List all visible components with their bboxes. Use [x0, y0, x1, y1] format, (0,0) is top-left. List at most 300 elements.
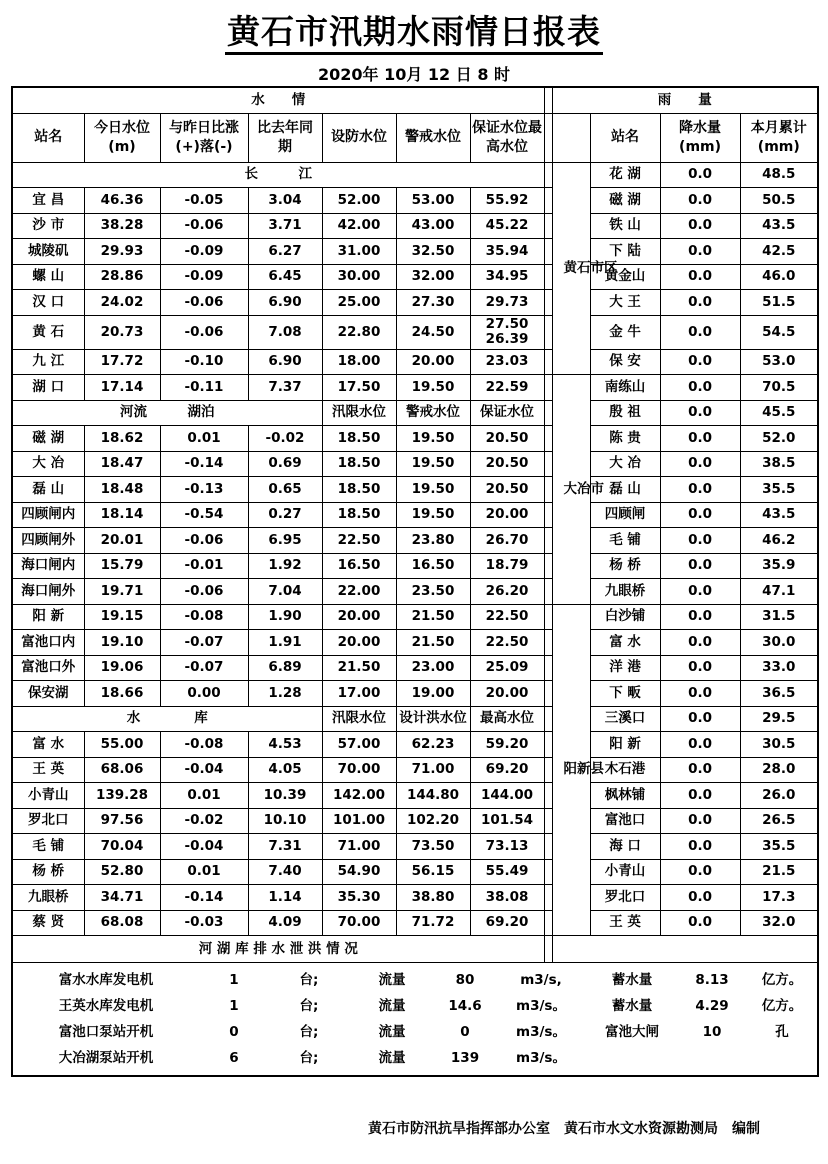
highest-value: 26.39 — [485, 331, 529, 347]
level-change: -0.02 — [160, 808, 248, 834]
vs-last-year: 6.95 — [248, 528, 322, 554]
water-level: 17.14 — [84, 375, 160, 401]
drainage-flow-unit: m3/s。 — [516, 1023, 566, 1040]
defense-level: 18.50 — [322, 451, 396, 477]
rainfall: 0.0 — [660, 834, 740, 860]
table-row — [12, 264, 818, 290]
drainage-flow: 80 — [455, 971, 475, 988]
column-divider — [544, 528, 552, 554]
station-name: 九 江 — [12, 349, 84, 375]
month-total: 26.0 — [740, 783, 818, 809]
rain-station-name: 磁 湖 — [590, 188, 660, 214]
report-date: 2020年 10月 12 日 8 时 — [317, 65, 511, 84]
table-row — [12, 681, 818, 707]
water-header: 水 情 — [12, 87, 544, 113]
defense-level: 18.50 — [322, 502, 396, 528]
vs-last-year: 6.89 — [248, 655, 322, 681]
drainage-label: 大冶湖泵站开机 — [58, 1049, 154, 1066]
report-title: 黄石市汛期水雨情日报表 — [0, 6, 828, 53]
vs-last-year: 3.04 — [248, 188, 322, 214]
vs-last-year: 6.45 — [248, 264, 322, 290]
section-reservoir: 水 库 — [12, 706, 322, 732]
vs-last-year: 6.90 — [248, 290, 322, 316]
guarantee-level: 22.59 — [470, 375, 544, 401]
warning-level: 71.00 — [396, 757, 470, 783]
column-divider — [544, 162, 552, 188]
column-divider — [544, 426, 552, 452]
rainfall: 0.0 — [660, 264, 740, 290]
rain-station-name: 九眼桥 — [590, 579, 660, 605]
drainage-store-unit: 亿方。 — [761, 971, 803, 988]
level-change: -0.06 — [160, 579, 248, 605]
rain-station-name: 殷 祖 — [590, 400, 660, 426]
level-change: -0.06 — [160, 290, 248, 316]
water-level: 19.15 — [84, 604, 160, 630]
drainage-flow: 139 — [450, 1049, 480, 1066]
rain-station-name: 木石港 — [590, 757, 660, 783]
rainfall: 0.0 — [660, 162, 740, 188]
column-divider — [544, 264, 552, 290]
level-change: -0.11 — [160, 375, 248, 401]
drainage-label: 富池口泵站开机 — [58, 1023, 154, 1040]
rainfall: 0.0 — [660, 426, 740, 452]
rain-station-name: 王 英 — [590, 910, 660, 936]
station-name: 保安湖 — [12, 681, 84, 707]
station-name: 四顾闸内 — [12, 502, 84, 528]
rainfall: 0.0 — [660, 655, 740, 681]
col-diff: 与昨日比涨(+)落(-) — [160, 113, 248, 162]
warning-level: 20.00 — [396, 349, 470, 375]
column-divider — [544, 349, 552, 375]
section-col-header: 设计洪水位 — [396, 706, 470, 732]
section-col-header: 警戒水位 — [396, 400, 470, 426]
station-name: 螺 山 — [12, 264, 84, 290]
defense-level: 54.90 — [322, 859, 396, 885]
vs-last-year: 4.53 — [248, 732, 322, 758]
station-name: 罗北口 — [12, 808, 84, 834]
column-divider — [544, 579, 552, 605]
column-divider — [544, 757, 552, 783]
table-row — [12, 783, 818, 809]
water-level: 20.01 — [84, 528, 160, 554]
station-name: 杨 桥 — [12, 859, 84, 885]
defense-level: 17.50 — [322, 375, 396, 401]
defense-level: 21.50 — [322, 655, 396, 681]
rain-header: 雨 量 — [552, 87, 818, 113]
guarantee-level: 45.22 — [470, 213, 544, 239]
col-rain-station: 站名 — [590, 113, 660, 162]
rain-station-name: 小青山 — [590, 859, 660, 885]
column-divider — [544, 87, 552, 113]
column-divider — [544, 315, 552, 349]
rain-station-name: 杨 桥 — [590, 553, 660, 579]
district-label: 大冶市 — [552, 375, 590, 605]
rainfall: 0.0 — [660, 349, 740, 375]
guarantee-level: 26.20 — [470, 579, 544, 605]
defense-level: 101.00 — [322, 808, 396, 834]
drainage-count: 0 — [229, 1023, 239, 1040]
vs-last-year: 7.31 — [248, 834, 322, 860]
rain-station-name: 三溪口 — [590, 706, 660, 732]
rainfall: 0.0 — [660, 213, 740, 239]
section-col-header: 汛限水位 — [322, 400, 396, 426]
month-total: 43.5 — [740, 213, 818, 239]
col-district — [552, 113, 590, 162]
station-name: 海口闸内 — [12, 553, 84, 579]
table-row — [12, 655, 818, 681]
warning-level: 23.80 — [396, 528, 470, 554]
rainfall: 0.0 — [660, 808, 740, 834]
rainfall: 0.0 — [660, 706, 740, 732]
level-change: -0.08 — [160, 604, 248, 630]
table-row — [12, 808, 818, 834]
station-name: 蔡 贤 — [12, 910, 84, 936]
column-divider — [544, 375, 552, 401]
defense-level: 142.00 — [322, 783, 396, 809]
rain-station-name: 花 湖 — [590, 162, 660, 188]
station-name: 城陵矶 — [12, 239, 84, 265]
rain-station-name: 阳 新 — [590, 732, 660, 758]
station-name: 王 英 — [12, 757, 84, 783]
station-name: 四顾闸外 — [12, 528, 84, 554]
month-total: 47.1 — [740, 579, 818, 605]
warning-level: 38.80 — [396, 885, 470, 911]
section-col-header: 最高水位 — [470, 706, 544, 732]
month-total: 52.0 — [740, 426, 818, 452]
col-level: 今日水位(m) — [84, 113, 160, 162]
drainage-row — [13, 1019, 817, 1045]
warning-level: 23.50 — [396, 579, 470, 605]
water-level: 97.56 — [84, 808, 160, 834]
defense-level: 18.50 — [322, 426, 396, 452]
column-divider — [544, 477, 552, 503]
month-total: 17.3 — [740, 885, 818, 911]
drainage-title: 河 湖 库 排 水 泄 洪 情 况 — [12, 936, 544, 963]
table-row — [12, 757, 818, 783]
section-col-header: 汛限水位 — [322, 706, 396, 732]
table-row — [12, 162, 818, 188]
rain-station-name: 磊 山 — [590, 477, 660, 503]
table-row — [12, 451, 818, 477]
drainage-unit: 台; — [299, 997, 319, 1014]
column-divider — [544, 834, 552, 860]
level-change: -0.05 — [160, 188, 248, 214]
water-level: 18.47 — [84, 451, 160, 477]
month-total: 30.5 — [740, 732, 818, 758]
defense-level: 16.50 — [322, 553, 396, 579]
level-change: -0.10 — [160, 349, 248, 375]
drainage-store: 4.29 — [695, 997, 729, 1014]
rain-station-name: 下 陆 — [590, 239, 660, 265]
defense-level: 42.00 — [322, 213, 396, 239]
drainage-store-unit: 亿方。 — [761, 997, 803, 1014]
table-row — [12, 885, 818, 911]
column-divider — [544, 451, 552, 477]
guarantee-level: 25.09 — [470, 655, 544, 681]
column-divider — [544, 808, 552, 834]
table-row — [12, 604, 818, 630]
level-change: 0.01 — [160, 783, 248, 809]
guarantee-level: 20.00 — [470, 681, 544, 707]
guarantee-level: 35.94 — [470, 239, 544, 265]
month-total: 33.0 — [740, 655, 818, 681]
drainage-store-unit: 孔 — [775, 1023, 789, 1040]
table-row — [12, 477, 818, 503]
vs-last-year: 10.39 — [248, 783, 322, 809]
rain-station-name: 大 冶 — [590, 451, 660, 477]
rain-station-name: 南练山 — [590, 375, 660, 401]
defense-level: 22.50 — [322, 528, 396, 554]
defense-level: 70.00 — [322, 910, 396, 936]
drainage-count: 1 — [229, 971, 239, 988]
level-change: -0.07 — [160, 630, 248, 656]
level-change: -0.06 — [160, 213, 248, 239]
guarantee-level: 29.73 — [470, 290, 544, 316]
column-divider — [544, 188, 552, 214]
column-divider — [544, 553, 552, 579]
rain-station-name: 黄金山 — [590, 264, 660, 290]
level-change: -0.09 — [160, 239, 248, 265]
table-row — [12, 834, 818, 860]
guarantee-level — [470, 315, 544, 349]
table-row — [12, 375, 818, 401]
level-change: -0.06 — [160, 315, 248, 349]
footer: 黄石市防汛抗旱指挥部办公室 黄石市水文水资源勘测局 编制 — [368, 1121, 760, 1137]
guarantee-level: 69.20 — [470, 910, 544, 936]
guarantee-level: 26.70 — [470, 528, 544, 554]
rainfall: 0.0 — [660, 290, 740, 316]
rainfall: 0.0 — [660, 477, 740, 503]
defense-level: 18.50 — [322, 477, 396, 503]
rain-station-name: 富池口 — [590, 808, 660, 834]
col-lastyear: 比去年同 期 — [248, 113, 322, 162]
drainage-count: 6 — [229, 1049, 239, 1066]
station-name: 阳 新 — [12, 604, 84, 630]
table-row — [12, 732, 818, 758]
district-label: 黄石市区 — [552, 162, 590, 375]
warning-level: 56.15 — [396, 859, 470, 885]
drainage-store: 8.13 — [695, 971, 729, 988]
vs-last-year: 0.65 — [248, 477, 322, 503]
drainage-table — [13, 967, 817, 1071]
water-level: 38.28 — [84, 213, 160, 239]
column-divider — [544, 681, 552, 707]
rain-station-name: 下 畈 — [590, 681, 660, 707]
table-row — [12, 910, 818, 936]
table-row — [12, 553, 818, 579]
rainfall: 0.0 — [660, 400, 740, 426]
guarantee-level: 38.08 — [470, 885, 544, 911]
water-level: 18.62 — [84, 426, 160, 452]
month-total: 21.5 — [740, 859, 818, 885]
rain-station-name: 铁 山 — [590, 213, 660, 239]
month-total: 70.5 — [740, 375, 818, 401]
column-divider — [544, 400, 552, 426]
level-change: -0.14 — [160, 451, 248, 477]
month-total: 29.5 — [740, 706, 818, 732]
guarantee-level: 20.50 — [470, 477, 544, 503]
water-level: 28.86 — [84, 264, 160, 290]
drainage-label: 富水水库发电机 — [58, 971, 154, 988]
month-total: 45.5 — [740, 400, 818, 426]
water-level: 52.80 — [84, 859, 160, 885]
column-divider — [544, 655, 552, 681]
warning-level: 19.50 — [396, 375, 470, 401]
water-level: 46.36 — [84, 188, 160, 214]
vs-last-year: 1.91 — [248, 630, 322, 656]
station-name: 九眼桥 — [12, 885, 84, 911]
empty-cell — [552, 936, 818, 963]
column-divider — [544, 910, 552, 936]
vs-last-year: -0.02 — [248, 426, 322, 452]
month-total: 53.0 — [740, 349, 818, 375]
level-change: -0.06 — [160, 528, 248, 554]
column-divider — [544, 239, 552, 265]
station-name: 小青山 — [12, 783, 84, 809]
level-change: -0.03 — [160, 910, 248, 936]
guarantee-level: 23.03 — [470, 349, 544, 375]
station-name: 黄 石 — [12, 315, 84, 349]
drainage-row — [13, 993, 817, 1019]
rainfall: 0.0 — [660, 885, 740, 911]
warning-level: 16.50 — [396, 553, 470, 579]
guarantee-level: 20.50 — [470, 451, 544, 477]
month-total: 36.5 — [740, 681, 818, 707]
rainfall: 0.0 — [660, 783, 740, 809]
warning-level: 144.80 — [396, 783, 470, 809]
vs-last-year: 1.90 — [248, 604, 322, 630]
column-divider — [544, 732, 552, 758]
drainage-store: 10 — [702, 1023, 722, 1040]
defense-level: 22.00 — [322, 579, 396, 605]
vs-last-year: 7.40 — [248, 859, 322, 885]
water-level: 19.10 — [84, 630, 160, 656]
rainfall: 0.0 — [660, 630, 740, 656]
vs-last-year: 1.14 — [248, 885, 322, 911]
level-change: -0.08 — [160, 732, 248, 758]
col-warning: 警戒水位 — [396, 113, 470, 162]
rainfall: 0.0 — [660, 604, 740, 630]
level-change: -0.09 — [160, 264, 248, 290]
guarantee-level: 55.92 — [470, 188, 544, 214]
rainfall: 0.0 — [660, 502, 740, 528]
rain-station-name: 陈 贵 — [590, 426, 660, 452]
report-table — [11, 86, 819, 1077]
water-level: 19.71 — [84, 579, 160, 605]
guarantee-level: 101.54 — [470, 808, 544, 834]
vs-last-year: 7.37 — [248, 375, 322, 401]
defense-level: 20.00 — [322, 604, 396, 630]
column-divider — [544, 859, 552, 885]
defense-level: 25.00 — [322, 290, 396, 316]
month-total: 48.5 — [740, 162, 818, 188]
rainfall: 0.0 — [660, 528, 740, 554]
rain-station-name: 海 口 — [590, 834, 660, 860]
level-change: -0.13 — [160, 477, 248, 503]
table-row — [12, 630, 818, 656]
drainage-flow-label: 流量 — [378, 1049, 406, 1066]
drainage-store-label — [587, 1045, 677, 1071]
guarantee-level: 144.00 — [470, 783, 544, 809]
station-name: 毛 铺 — [12, 834, 84, 860]
station-name: 汉 口 — [12, 290, 84, 316]
rain-station-name: 罗北口 — [590, 885, 660, 911]
vs-last-year: 4.05 — [248, 757, 322, 783]
column-divider — [544, 502, 552, 528]
column-divider — [544, 290, 552, 316]
rain-station-name: 四顾闸 — [590, 502, 660, 528]
water-level: 20.73 — [84, 315, 160, 349]
month-total: 42.5 — [740, 239, 818, 265]
section-river-lake: 河流 湖泊 — [12, 400, 322, 426]
col-rain: 降水量(mm) — [660, 113, 740, 162]
warning-level: 27.30 — [396, 290, 470, 316]
drainage-store — [677, 1045, 747, 1071]
drainage-unit: 台; — [299, 1023, 319, 1040]
table-row — [12, 859, 818, 885]
column-divider — [544, 783, 552, 809]
section-yangtze: 长 江 — [12, 162, 544, 188]
rain-station-name: 毛 铺 — [590, 528, 660, 554]
water-level: 18.66 — [84, 681, 160, 707]
warning-level: 21.50 — [396, 604, 470, 630]
defense-level: 22.80 — [322, 315, 396, 349]
rainfall: 0.0 — [660, 375, 740, 401]
month-total: 54.5 — [740, 315, 818, 349]
water-level: 70.04 — [84, 834, 160, 860]
water-level: 55.00 — [84, 732, 160, 758]
month-total: 35.5 — [740, 477, 818, 503]
drainage-flow-label: 流量 — [378, 971, 406, 988]
vs-last-year: 0.69 — [248, 451, 322, 477]
vs-last-year: 7.08 — [248, 315, 322, 349]
rainfall: 0.0 — [660, 188, 740, 214]
level-change: -0.01 — [160, 553, 248, 579]
drainage-store-label: 蓄水量 — [611, 971, 653, 988]
guarantee-level: 59.20 — [470, 732, 544, 758]
drainage-row — [13, 1045, 817, 1071]
water-level: 29.93 — [84, 239, 160, 265]
month-total: 26.5 — [740, 808, 818, 834]
station-name: 富池口内 — [12, 630, 84, 656]
table-row — [12, 213, 818, 239]
rainfall: 0.0 — [660, 681, 740, 707]
water-level: 68.08 — [84, 910, 160, 936]
level-change: 0.00 — [160, 681, 248, 707]
month-total: 28.0 — [740, 757, 818, 783]
col-defense: 设防水位 — [322, 113, 396, 162]
col-guarantee: 保证水位最高水位 — [470, 113, 544, 162]
drainage-flow-label: 流量 — [378, 997, 406, 1014]
rainfall: 0.0 — [660, 553, 740, 579]
station-name: 沙 市 — [12, 213, 84, 239]
warning-level: 24.50 — [396, 315, 470, 349]
guarantee-level: 73.13 — [470, 834, 544, 860]
warning-level: 43.00 — [396, 213, 470, 239]
defense-level: 57.00 — [322, 732, 396, 758]
table-row — [12, 239, 818, 265]
month-total: 38.5 — [740, 451, 818, 477]
rainfall: 0.0 — [660, 859, 740, 885]
rain-station-name: 洋 港 — [590, 655, 660, 681]
rain-station-name: 枫林铺 — [590, 783, 660, 809]
water-level: 18.48 — [84, 477, 160, 503]
month-total: 51.5 — [740, 290, 818, 316]
warning-level: 53.00 — [396, 188, 470, 214]
water-level: 17.72 — [84, 349, 160, 375]
guarantee-level: 20.00 — [470, 502, 544, 528]
rainfall: 0.0 — [660, 732, 740, 758]
